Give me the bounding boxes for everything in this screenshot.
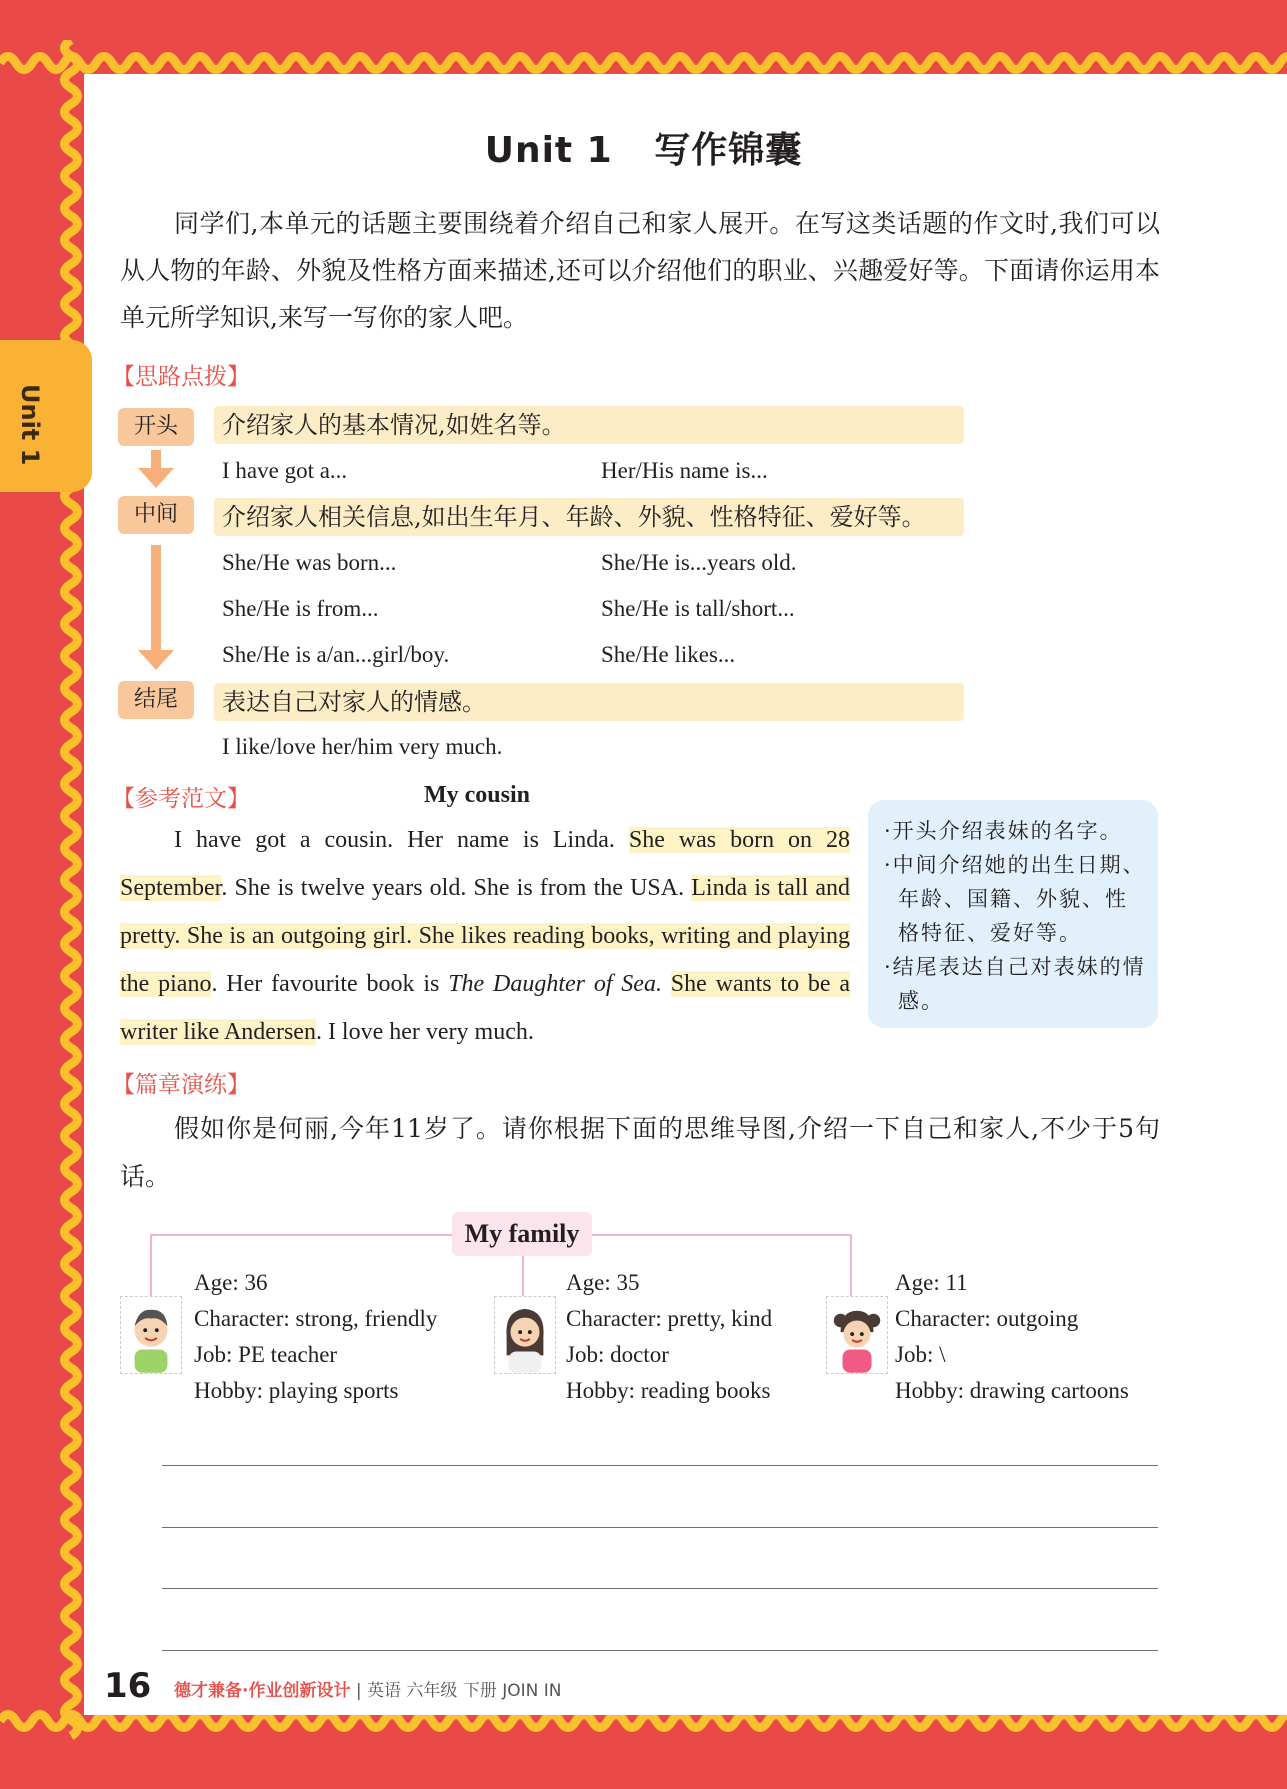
middle-phrase-2: She/He is...years old. [601,550,797,575]
note-item: ·开头介绍表妹的名字。 [884,819,1123,843]
tips-heading: 【思路点拨】 [112,364,250,390]
sample-note-box [868,800,1158,1028]
girl-avatar-icon [826,1296,888,1374]
practice-task-text: 假如你是何丽,今年11岁了。请你根据下面的思维导图,介绍一下自己和家人,不少于5句话。 [120,1114,1160,1191]
essay-text: . She is twelve years old. She is from the USA. [221,875,692,901]
title-unit: Unit 1 [484,130,613,171]
practice-heading: 【篇章演练】 [112,1072,250,1098]
unit-side-tab [0,340,92,492]
sample-heading: 【参考范文】 [112,786,250,812]
footer-separator: | [355,1681,362,1701]
intro-paragraph [120,200,1160,341]
writing-line[interactable] [162,1650,1158,1651]
essay-text: I have got a cousin. Her name is Linda. [174,827,629,853]
essay-highlight: She was born on 28 September [120,827,850,901]
person-job: Job: PE teacher [194,1342,338,1367]
footer-brand: 德才兼备·作业创新设计 [174,1681,351,1701]
middle-phrase-5: She/He is a/an...girl/boy. [222,642,450,667]
person-card [566,1265,772,1409]
intro-text: 同学们,本单元的话题主要围绕着介绍自己和家人展开。在写这类话题的作文时,我们可以从人物的年龄、外貌及性格方面来描述,还可以介绍他们的职业、兴趣爱好等。下面请你运用本单元所学知识,来写一写你的家人吧。 [120,209,1160,332]
person-character: Character: pretty, kind [566,1306,773,1331]
person-job: Job: \ [895,1342,946,1367]
person-card [194,1265,437,1409]
person-age: Age: 36 [194,1270,268,1295]
arrow-down-icon [138,650,174,670]
person-age: Age: 11 [895,1270,968,1295]
essay-text [662,971,671,997]
start-phrase-1: I have got a... [222,458,348,483]
writing-line[interactable] [162,1588,1158,1589]
person-job: Job: doctor [566,1342,669,1367]
essay-text: . Her favourite book is [211,971,449,997]
unit-side-tab-label: Unit 1 [16,384,44,466]
essay-highlight: Linda is tall and pretty. She is an outgoing girl. She likes reading books, writing and playing the piano [120,875,850,997]
essay-text: . I love her very much. [315,1019,534,1045]
mindmap-title: My family [452,1212,592,1256]
start-phrase-2: Her/His name is... [601,458,768,483]
person-character: Character: strong, friendly [194,1306,438,1331]
person-card [895,1265,1129,1409]
middle-phrase-4: She/He is tall/short... [601,596,795,621]
essay-book-title: The Daughter of Sea. [448,971,662,997]
person-hobby: Hobby: playing sports [194,1378,399,1403]
end-phrase-1: I like/love her/him very much. [222,734,503,759]
tag-start: 开头 [118,408,194,446]
middle-phrase-1: She/He was born... [222,550,397,575]
arrow-down-icon [138,468,174,488]
middle-phrase-3: She/He is from... [222,596,379,621]
mindmap-connector [850,1234,852,1296]
person-age: Age: 35 [566,1270,640,1295]
page-number: 16 [104,1666,152,1706]
tag-end: 结尾 [118,681,194,719]
father-avatar-icon [120,1296,182,1374]
page-title [0,122,1287,173]
sample-essay [120,816,850,1056]
person-character: Character: outgoing [895,1306,1079,1331]
note-item: ·结尾表达自己对表妹的情感。 [884,955,1146,1013]
person-hobby: Hobby: drawing cartoons [895,1378,1129,1403]
practice-task [120,1105,1160,1201]
note-item: ·中间介绍她的出生日期、年龄、国籍、外貌、性格特征、爱好等。 [884,853,1146,945]
footer-book-info: 英语 六年级 下册 JOIN IN [367,1681,562,1701]
essay-highlight: She wants to be a writer like Andersen [120,971,851,1045]
end-desc: 表达自己对家人的情感。 [214,683,964,721]
title-cn: 写作锦囊 [654,130,803,171]
middle-desc: 介绍家人相关信息,如出生年月、年龄、外貌、性格特征、爱好等。 [214,498,964,536]
mindmap-connector [150,1234,152,1296]
mindmap-connector [522,1256,524,1296]
start-desc: 介绍家人的基本情况,如姓名等。 [214,406,964,444]
tag-middle: 中间 [118,496,194,534]
arrow-shaft-2 [151,545,161,653]
footer-info [174,1676,562,1701]
writing-line[interactable] [162,1465,1158,1466]
sample-title: My cousin [424,782,531,808]
middle-phrase-6: She/He likes... [601,642,736,667]
writing-line[interactable] [162,1527,1158,1528]
mother-avatar-icon [494,1296,556,1374]
person-hobby: Hobby: reading books [566,1378,771,1403]
